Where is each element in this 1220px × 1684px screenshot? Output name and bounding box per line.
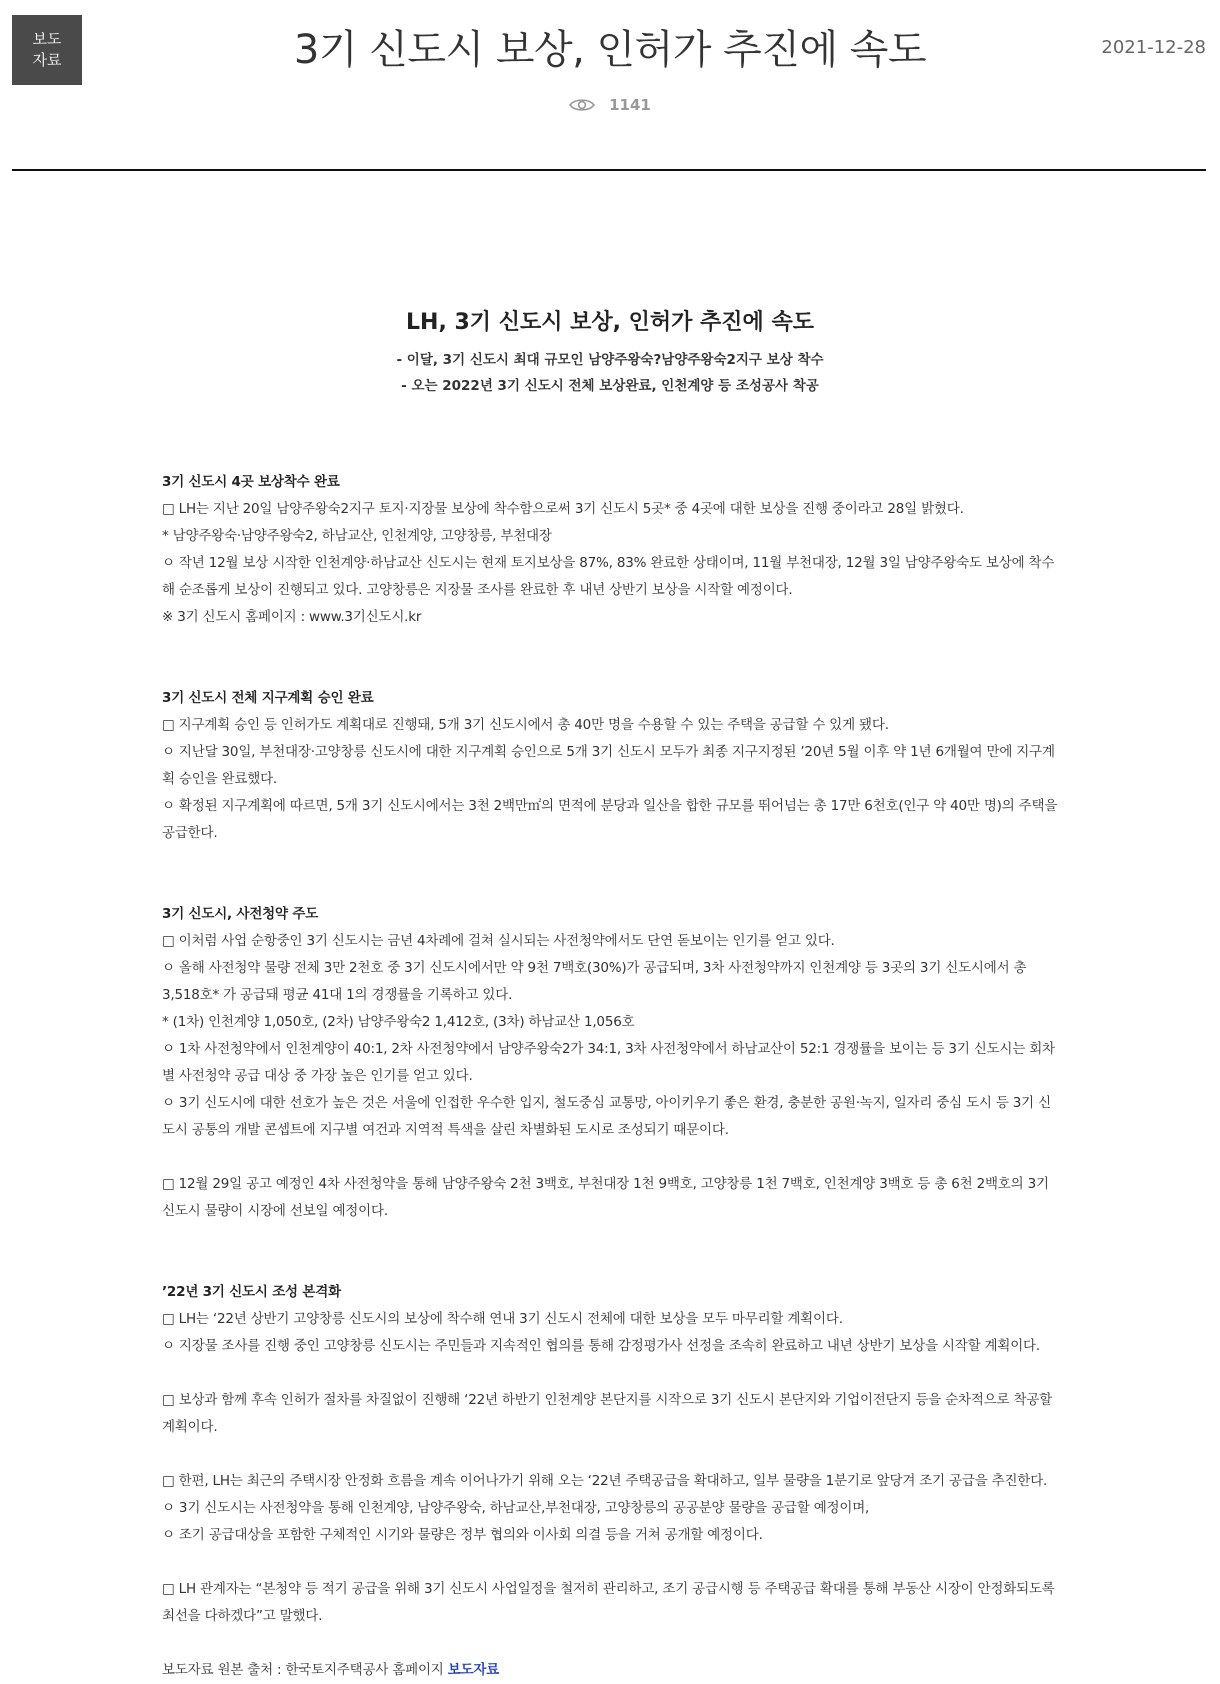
- view-count-row: [0, 96, 1220, 114]
- paragraph: □ 12월 29일 공고 예정인 4차 사전청약을 통해 남양주왕숙 2천 3백호, 부천대장 1천 9백호, 고양창릉 1천 7백호, 인천계양 3백호 등 총 6천 2백호의 3기 신도시 물량이 시장에 선보일 예정이다.: [162, 1176, 1049, 1219]
- paragraph: ㅇ 작년 12월 보상 시작한 인천계양·하남교산 신도시는 현재 토지보상을 87%, 83% 완료한 상태이며, 11월 부천대장, 12월 3일 남양주왕숙도 보상에 착수해 순조롭게 보상이 진행되고 있다. 고양창릉은 지장물 조사를 완료한 후 내년 상반기 보상을 시작할 예정이다.: [162, 555, 1055, 598]
- paragraph: * (1차) 인천계양 1,050호, (2차) 남양주왕숙2 1,412호, (3차) 하남교산 1,056호: [162, 1014, 635, 1030]
- section-heading: 3기 신도시, 사전청약 주도: [162, 906, 319, 922]
- document-subtitle-1: - 이달, 3기 신도시 최대 규모인 남양주왕숙?남양주왕숙2지구 보상 착수: [396, 352, 824, 368]
- document-subtitle-2: - 오는 2022년 3기 신도시 전체 보상완료, 인천계양 등 조성공사 착공: [401, 378, 819, 394]
- document-title: LH, 3기 신도시 보상, 인허가 추진에 속도: [406, 310, 814, 335]
- paragraph: □ 한편, LH는 최근의 주택시장 안정화 흐름을 계속 이어나가기 위해 오는 ‘22년 주택공급을 확대하고, 일부 물량을 1분기로 앞당겨 조기 공급을 추진한다.: [162, 1473, 1048, 1489]
- section-heading: ’22년 3기 신도시 조성 본격화: [162, 1284, 341, 1300]
- paragraph: ㅇ 3기 신도시에 대한 선호가 높은 것은 서울에 인접한 우수한 입지, 철도중심 교통망, 아이키우기 좋은 환경, 충분한 공원·녹지, 일자리 중심 도시 등 3기 신도시 공통의 개발 콘셉트에 지구별 여건과 지역적 특색을 살린 차별화된 도시로 조성되기 때문이다.: [162, 1095, 1051, 1138]
- paragraph: ㅇ 3기 신도시는 사전청약을 통해 인천계양, 남양주왕숙, 하남교산,부천대장, 고양창릉의 공공분양 물량을 공급할 예정이며,: [162, 1500, 870, 1516]
- paragraph: ㅇ 올해 사전청약 물량 전체 3만 2천호 중 3기 신도시에서만 약 9천 7백호(30%)가 공급되며, 3차 사전청약까지 인천계양 등 3곳의 3기 신도시에서 총 3,518호* 가 공급돼 평균 41대 1의 경쟁률을 기록하고 있다.: [162, 960, 1027, 1003]
- paragraph: ㅇ 지장물 조사를 진행 중인 고양창릉 신도시는 주민들과 지속적인 협의를 통해 감정평가사 선정을 조속히 완료하고 내년 상반기 보상을 시작할 계획이다.: [162, 1338, 1040, 1354]
- paragraph: ㅇ 1차 사전청약에서 인천계양이 40:1, 2차 사전청약에서 남양주왕숙2가 34:1, 3차 사전청약에서 하남교산이 52:1 경쟁률을 보이는 등 3기 신도시는 회차별 사전청약 공급 대상 중 가장 높은 인기를 얻고 있다.: [162, 1041, 1055, 1084]
- badge-line-1: 보도: [32, 30, 62, 48]
- paragraph: □ 보상과 함께 후속 인허가 절차를 차질없이 진행해 ‘22년 하반기 인천계양 본단지를 시작으로 3기 신도시 본단지와 기업이전단지 등을 순차적으로 착공할 계획이다.: [162, 1392, 1053, 1435]
- paragraph: □ 이처럼 사업 순항중인 3기 신도시는 금년 4차례에 걸쳐 실시되는 사전청약에서도 단연 돋보이는 인기를 얻고 있다.: [162, 933, 835, 949]
- press-release-badge: [12, 15, 82, 85]
- badge-line-2: 자료: [32, 51, 62, 69]
- page-title: 3기 신도시 보상, 인허가 추진에 속도: [293, 27, 927, 73]
- paragraph: □ 지구계획 승인 등 인허가도 계획대로 진행돼, 5개 3기 신도시에서 총 40만 명을 수용할 수 있는 주택을 공급할 수 있게 됐다.: [162, 717, 889, 733]
- paragraph: ㅇ 조기 공급대상을 포함한 구체적인 시기와 물량은 정부 협의와 이사회 의결 등을 거쳐 공개할 예정이다.: [162, 1527, 763, 1543]
- paragraph: * 남양주왕숙·남양주왕숙2, 하남교산, 인천계양, 고양창릉, 부천대장: [162, 528, 552, 544]
- paragraph: ㅇ 확정된 지구계획에 따르면, 5개 3기 신도시에서는 3천 2백만㎡의 면적에 분당과 일산을 합한 규모를 뛰어넘는 총 17만 6천호(인구 약 40만 명)의 주택을 공급한다.: [162, 798, 1058, 841]
- post-date: 2021-12-28: [1101, 37, 1206, 58]
- section-heading: 3기 신도시 전체 지구계획 승인 완료: [162, 690, 374, 706]
- paragraph: □ LH는 ‘22년 상반기 고양창릉 신도시의 보상에 착수해 연내 3기 신도시 전체에 대한 보상을 모두 마무리할 계획이다.: [162, 1311, 843, 1327]
- paragraph: ※ 3기 신도시 홈페이지 : www.3기신도시.kr: [162, 609, 422, 625]
- eye-icon: [569, 98, 595, 112]
- article-body: [162, 469, 1062, 1684]
- source-line: [162, 1657, 1062, 1684]
- paragraph: □ LH 관계자는 “본청약 등 적기 공급을 위해 3기 신도시 사업일정을 철저히 관리하고, 조기 공급시행 등 주택공급 확대를 통해 부동산 시장이 안정화되도록 최선을 다하겠다”고 말했다.: [162, 1581, 1055, 1624]
- paragraph: ㅇ 지난달 30일, 부천대장·고양창릉 신도시에 대한 지구계획 승인으로 5개 3기 신도시 모두가 최종 지구지정된 ’20년 5월 이후 약 1년 6개월여 만에 지구계획 승인을 완료했다.: [162, 744, 1055, 787]
- paragraph: □ LH는 지난 20일 남양주왕숙2지구 토지·지장물 보상에 착수함으로써 3기 신도시 5곳* 중 4곳에 대한 보상을 진행 중이라고 28일 밝혔다.: [162, 501, 964, 517]
- source-prefix: 보도자료 원본 출처 : 한국토지주택공사 홈페이지: [162, 1662, 448, 1678]
- press-release-link[interactable]: 보도자료: [447, 1662, 500, 1678]
- header-divider: [12, 169, 1206, 171]
- section-heading: 3기 신도시 4곳 보상착수 완료: [162, 474, 340, 490]
- view-count: 1141: [609, 96, 651, 114]
